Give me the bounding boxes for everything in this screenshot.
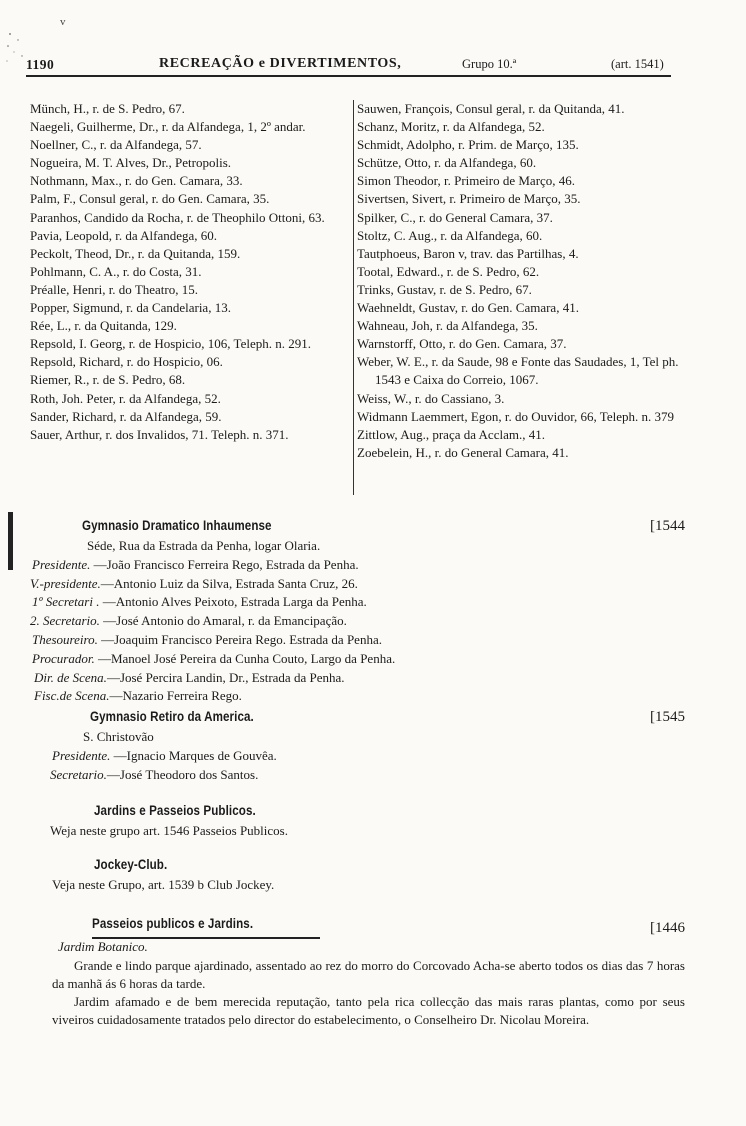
list-item: Roth, Joh. Peter, r. da Alfandega, 52. <box>30 390 221 406</box>
section-jardins <box>30 803 685 841</box>
officer-row <box>30 575 685 594</box>
page-title: RECREAÇÃO e DIVERTIMENTOS, <box>159 56 402 71</box>
officer-row <box>30 766 685 785</box>
list-item: Paranhos, Candido da Rocha, r. de Theophilo Ottoni, 63. <box>30 209 325 225</box>
left-column <box>30 100 353 444</box>
section-gymnasio-inhaumense <box>30 518 685 706</box>
officer-role: Procurador. <box>32 650 95 666</box>
section-title: Gymnasio Retiro da America. <box>90 709 254 724</box>
officer-row <box>30 747 685 766</box>
section-title: Gymnasio Dramatico Inhaumense <box>82 518 272 533</box>
section-text: Weja neste grupo art. 1546 Passeios Publicos. <box>50 823 288 838</box>
section-number: [1545 <box>650 709 685 725</box>
section-gymnasio-retiro <box>30 709 685 784</box>
list-item: Pavia, Leopold, r. da Alfandega, 60. <box>30 227 218 243</box>
section-title: Jardins e Passeios Publicos. <box>94 803 256 818</box>
officer-role: Thesoureiro. <box>32 631 98 647</box>
list-item: Münch, H., r. de S. Pedro, 67. <box>30 101 185 116</box>
officer-name: —Ignacio Marques de Gouvêa. <box>113 747 277 763</box>
list-item: Popper, Sigmund, r. da Candelaria, 13. <box>30 300 231 316</box>
section-number: [1446 <box>650 920 685 936</box>
officer-role: Fisc.de Scena. <box>34 688 110 704</box>
list-item: Rée, L., r. da Quitanda, 129. <box>30 318 177 334</box>
officer-role: V.-presidente. <box>30 575 101 591</box>
officer-role: 1º Secretari . <box>32 594 100 610</box>
list-item: Zittlow, Aug., praça da Acclam., 41. <box>357 426 545 442</box>
section-jockey <box>30 857 685 895</box>
list-item: Zoebelein, H., r. do General Camara, 41. <box>357 444 569 460</box>
section-number: [1544 <box>650 518 685 534</box>
list-item: Weiss, W., r. do Cassiano, 3. <box>357 390 505 406</box>
list-item: Sander, Richard, r. da Alfandega, 59. <box>30 408 222 424</box>
officer-name: —Manoel José Pereira da Cunha Couto, Largo da Penha. <box>97 650 396 666</box>
officer-row <box>30 593 685 612</box>
list-item: Naegeli, Guilherme, Dr., r. da Alfandega, 1, 2º andar. <box>30 119 306 135</box>
section-location: S. Christovão <box>83 729 154 744</box>
list-item: Schütze, Otto, r. da Alfandega, 60. <box>357 155 537 171</box>
list-item: Préalle, Henri, r. do Theatro, 15. <box>30 281 198 297</box>
officer-name: —Nazario Ferreira Rego. <box>109 688 242 704</box>
list-item: Warnstorff, Otto, r. do Gen. Camara, 37. <box>357 336 567 352</box>
group-label: Grupo 10.ª <box>462 57 517 71</box>
list-item: Schanz, Moritz, r. da Alfandega, 52. <box>357 119 545 135</box>
officer-row <box>30 612 685 631</box>
list-item: Riemer, R., r. de S. Pedro, 68. <box>30 372 186 388</box>
section-address: Séde, Rua da Estrada da Penha, logar Olaria. <box>87 538 321 553</box>
list-item: Repsold, I. Georg, r. de Hospicio, 106, Teleph. n. 291. <box>30 336 311 352</box>
section-passeios <box>30 916 685 1030</box>
list-item: Sivertsen, Sivert, r. Primeiro de Março, 35. <box>357 191 581 207</box>
section-title: Jockey-Club. <box>94 857 168 872</box>
list-item: Nothmann, Max., r. do Gen. Camara, 33. <box>30 173 243 189</box>
list-item: Sauer, Arthur, r. dos Invalidos, 71. Teleph. n. 371. <box>30 426 289 442</box>
officer-row <box>30 631 685 650</box>
paragraph: Grande e lindo parque ajardinado, assentado ao rez do morro do Corcovado Acha-se aberto todos os dias das 7 horas da manhã ás 6 horas da tarde. <box>52 957 685 991</box>
officer-row <box>30 556 685 575</box>
officer-name: —João Francisco Ferreira Rego, Estrada da Penha. <box>93 556 359 572</box>
officer-role: Dir. de Scena. <box>34 669 107 685</box>
officer-name: —Antonio Alves Peixoto, Estrada Larga da Penha. <box>102 594 367 610</box>
officer-row <box>30 650 685 669</box>
list-item: Weber, W. E., r. da Saude, 98 e Fonte das Saudades, 1, Tel ph. 1543 e Caixa do Correio, 1067. <box>357 354 679 388</box>
list-item: Sauwen, François, Consul geral, r. da Quitanda, 41. <box>357 101 625 116</box>
margin-mark <box>8 512 13 570</box>
list-item: Palm, F., Consul geral, r. do Gen. Camara, 35. <box>30 191 270 207</box>
list-item: Waehneldt, Gustav, r. do Gen. Camara, 41. <box>357 300 579 316</box>
officer-name: —José Theodoro dos Santos. <box>106 766 259 782</box>
section-text: Veja neste Grupo, art. 1539 b Club Jockey. <box>52 877 275 892</box>
officer-name: —José Antonio do Amaral, r. da Emancipação. <box>103 613 347 629</box>
page-header <box>26 55 671 77</box>
section-title: Passeios publicos e Jardins. <box>92 916 254 931</box>
officer-row <box>30 687 685 706</box>
officer-role: Secretario. <box>50 766 107 782</box>
officer-name: —José Percira Landin, Dr., Estrada da Penha. <box>106 669 345 685</box>
officer-name: —Joaquim Francisco Pereira Rego. Estrada da Penha. <box>101 631 382 647</box>
article-label: (art. 1541) <box>611 57 664 71</box>
list-item: Stoltz, C. Aug., r. da Alfandega, 60. <box>357 227 543 243</box>
list-item: Trinks, Gustav, r. de S. Pedro, 67. <box>357 281 532 297</box>
list-item: Simon Theodor, r. Primeiro de Março, 46. <box>357 173 576 189</box>
list-item: Tootal, Edward., r. de S. Pedro, 62. <box>357 263 540 279</box>
list-item: Widmann Laemmert, Egon, r. do Ouvidor, 66, Teleph. n. 379 <box>357 408 674 424</box>
list-item: Repsold, Richard, r. do Hospicio, 06. <box>30 354 223 370</box>
list-item: Schmidt, Adolpho, r. Prim. de Março, 135. <box>357 137 579 153</box>
officer-role: Presidente. <box>52 747 111 763</box>
page-number: 1190 <box>26 57 55 72</box>
officer-row <box>30 669 685 688</box>
list-item: Nogueira, M. T. Alves, Dr., Petropolis. <box>30 155 232 171</box>
list-item: Wahneau, Joh, r. da Alfandega, 35. <box>357 318 538 334</box>
list-item: Peckolt, Theod, Dr., r. da Quitanda, 159. <box>30 245 241 261</box>
member-list <box>30 100 679 500</box>
list-item: Noellner, C., r. da Alfandega, 57. <box>30 137 202 153</box>
right-column <box>357 100 679 462</box>
list-item: Pohlmann, C. A., r. do Costa, 31. <box>30 263 202 279</box>
list-item: Spilker, C., r. do General Camara, 37. <box>357 209 553 225</box>
paragraph: Jardim afamado e de bem merecida reputação, tanto pela rica collecção das mais raras plantas, como por seus viveiros cuidadosamente tratados pelo director do estabelecimento, o Conselheiro Dr. Nicolau Moreira. <box>52 994 685 1028</box>
title-underline <box>92 937 320 939</box>
column-divider <box>353 100 354 495</box>
corner-mark: v <box>60 16 66 28</box>
list-item: Tautphoeus, Baron v, trav. das Partilhas, 4. <box>357 245 579 261</box>
officer-name: —Antonio Luiz da Silva, Estrada Santa Cruz, 26. <box>100 575 358 591</box>
section-subtitle: Jardim Botanico. <box>58 939 148 954</box>
officer-role: Presidente. <box>32 556 91 572</box>
officer-role: 2. Secretario. <box>30 613 100 629</box>
